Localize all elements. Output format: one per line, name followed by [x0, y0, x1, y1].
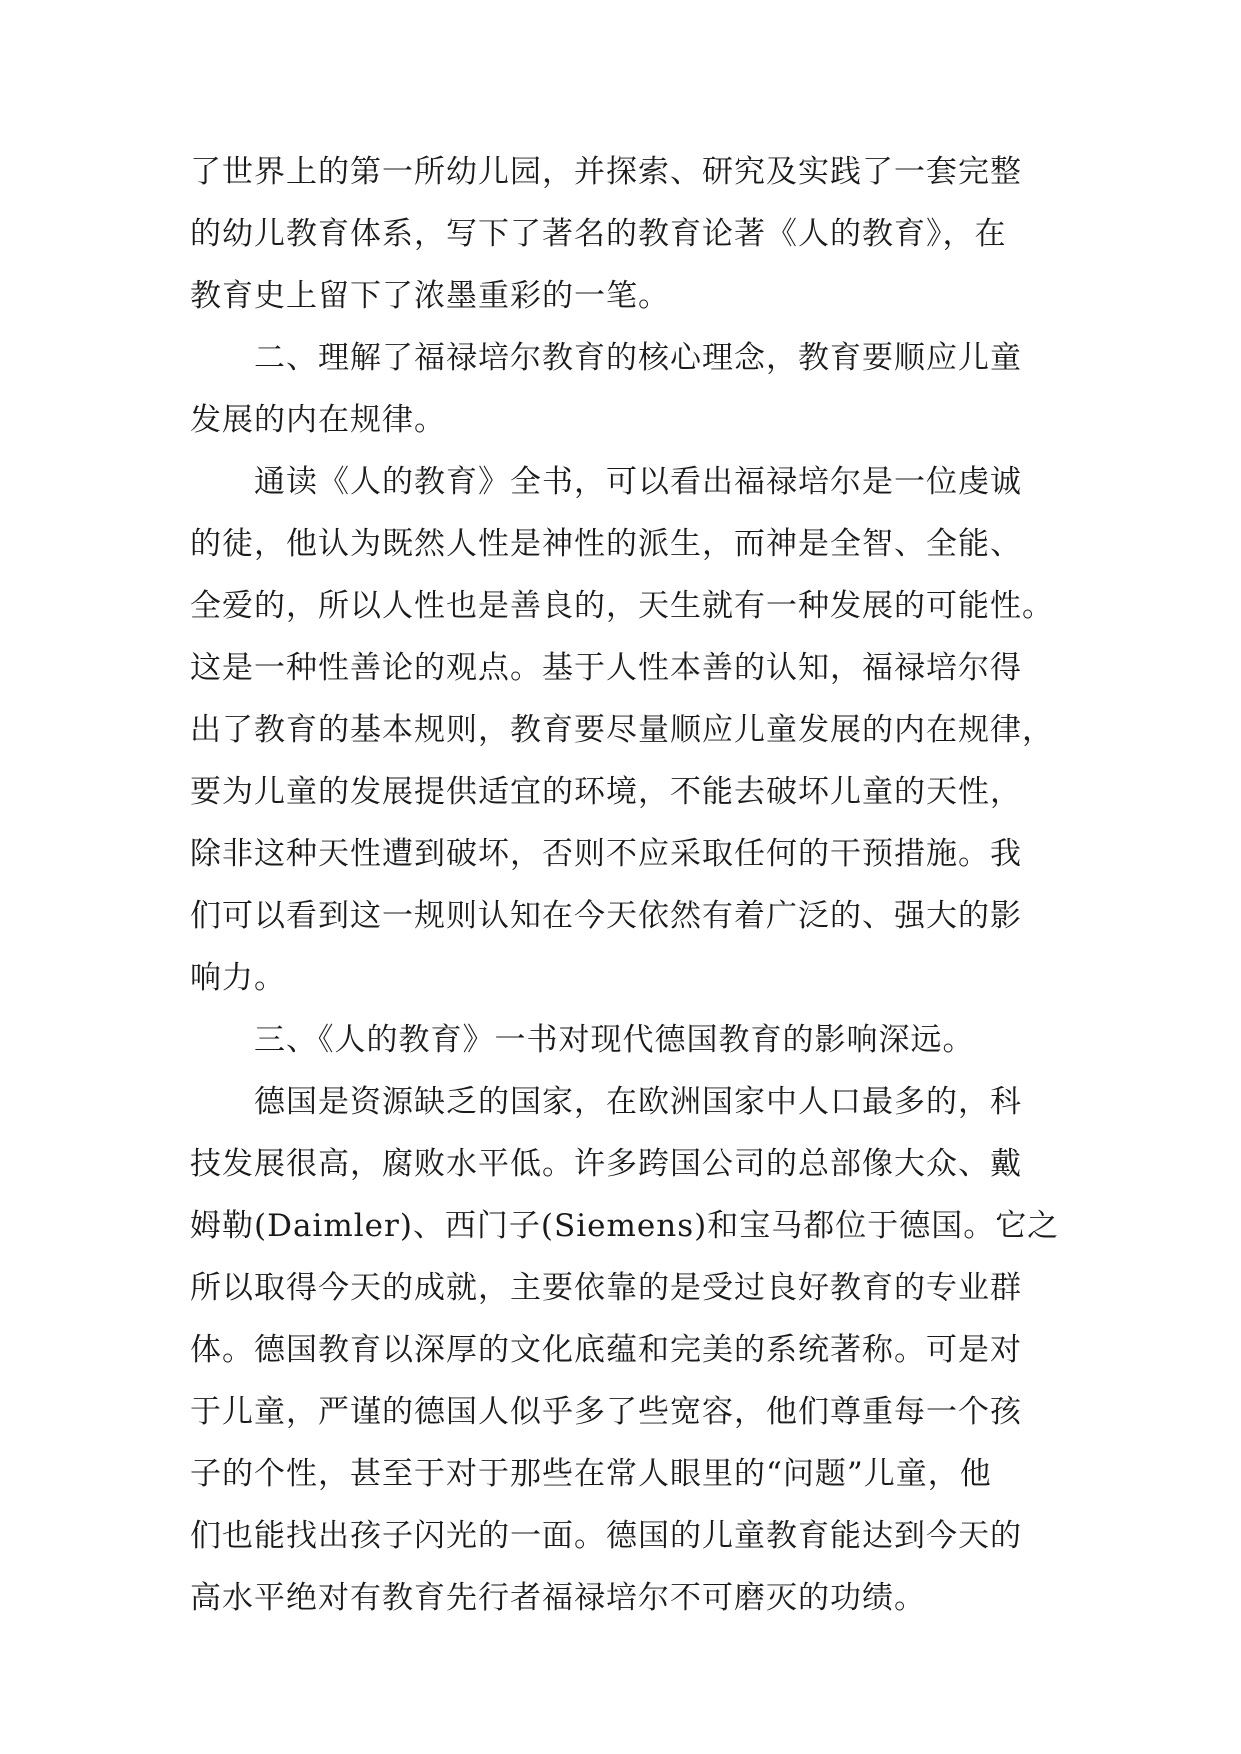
text-line: 技发展很高，腐败水平低。许多跨国公司的总部像大众、戴	[190, 1146, 1022, 1182]
text-line: 们可以看到这一规则认知在今天依然有着广泛的、强大的影	[190, 898, 1022, 934]
text-line: 的徒，他认为既然人性是神性的派生，而神是全智、全能、	[190, 526, 1022, 562]
text-line: 了世界上的第一所幼儿园，并探索、研究及实践了一套完整	[190, 154, 1022, 190]
text-line: 除非这种天性遭到破坏，否则不应采取任何的干预措施。我	[190, 836, 1022, 872]
text-line: 发展的内在规律。	[190, 402, 446, 438]
text-line: 三、《人的教育》一书对现代德国教育的影响深远。	[190, 1022, 975, 1058]
text-line: 这是一种性善论的观点。基于人性本善的认知，福禄培尔得	[190, 650, 1022, 686]
text-line: 教育史上留下了浓墨重彩的一笔。	[190, 278, 670, 314]
text-line: 高水平绝对有教育先行者福禄培尔不可磨灭的功绩。	[190, 1580, 926, 1616]
text-line: 所以取得今天的成就，主要依靠的是受过良好教育的专业群	[190, 1270, 1022, 1306]
text-line: 姆勒(Daimler)、西门子(Siemens)和宝马都位于德国。它之	[190, 1208, 1060, 1244]
text-line: 响力。	[190, 960, 286, 996]
text-line: 们也能找出孩子闪光的一面。德国的儿童教育能达到今天的	[190, 1518, 1022, 1554]
text-line: 要为儿童的发展提供适宜的环境，不能去破坏儿童的天性，	[190, 774, 1022, 810]
text-line: 子的个性，甚至于对于那些在常人眼里的“问题”儿童，他	[190, 1456, 992, 1492]
text-line: 全爱的，所以人性也是善良的，天生就有一种发展的可能性。	[190, 588, 1054, 624]
text-line: 二、理解了福禄培尔教育的核心理念，教育要顺应儿童	[190, 340, 1022, 376]
text-line: 通读《人的教育》全书，可以看出福禄培尔是一位虔诚	[190, 464, 1022, 500]
text-line: 出了教育的基本规则，教育要尽量顺应儿童发展的内在规律，	[190, 712, 1054, 748]
text-line: 的幼儿教育体系，写下了著名的教育论著《人的教育》，在	[190, 216, 1007, 252]
text-line: 于儿童，严谨的德国人似乎多了些宽容，他们尊重每一个孩	[190, 1394, 1022, 1430]
text-line: 体。德国教育以深厚的文化底蕴和完美的系统著称。可是对	[190, 1332, 1022, 1368]
text-line: 德国是资源缺乏的国家，在欧洲国家中人口最多的，科	[190, 1084, 1022, 1120]
